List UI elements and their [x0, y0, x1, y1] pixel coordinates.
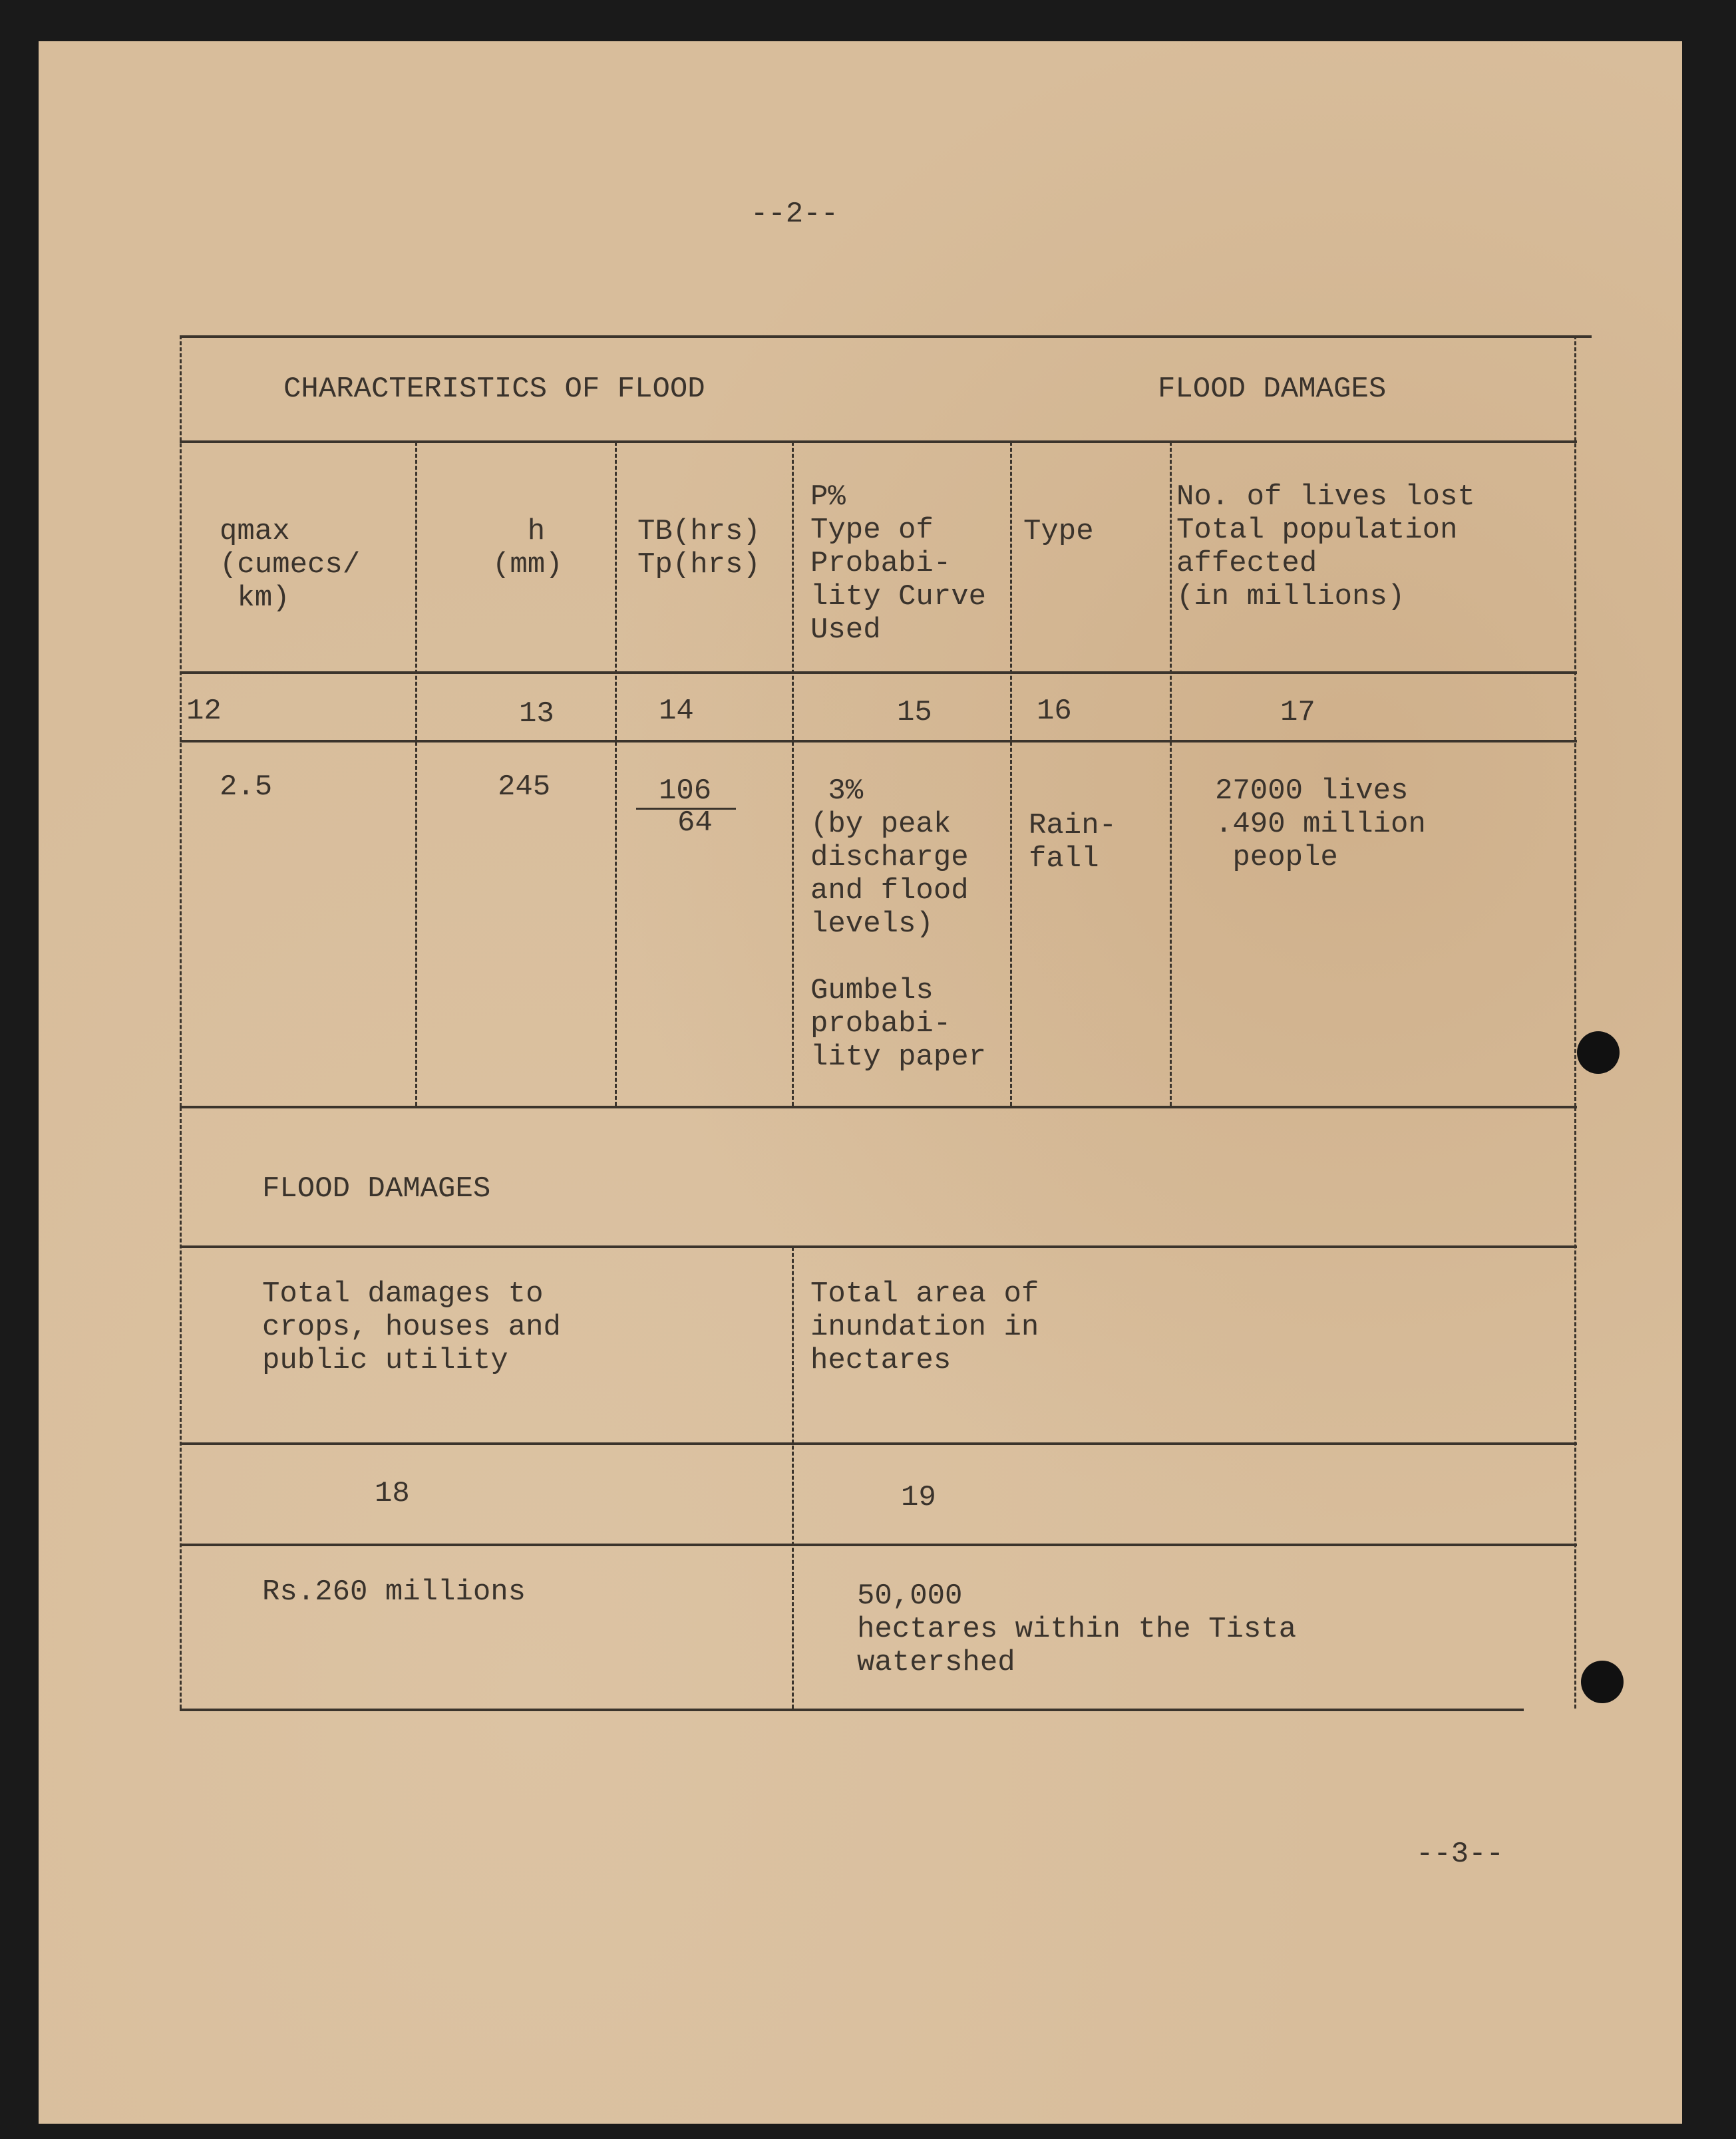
table1-col-divider	[415, 442, 417, 1106]
table1-header-divider	[180, 440, 1577, 443]
header-tb-tp: TB(hrs) Tp(hrs)	[637, 515, 761, 581]
value-type: Rain- fall	[1029, 809, 1117, 876]
table1-bottom-border	[180, 1106, 1577, 1108]
header-inundation-area: Total area of inundation in hectares	[810, 1277, 1039, 1377]
table2-left-border	[180, 1107, 182, 1709]
col-number-17: 17	[1280, 696, 1315, 729]
value-tb: 106	[659, 774, 712, 808]
header-lives-lost: No. of lives lost Total population affected (in millions)	[1176, 480, 1475, 613]
header-total-damages: Total damages to crops, houses and public utility	[262, 1277, 561, 1377]
table1-col-divider	[1170, 442, 1172, 1106]
section-title-flood-damages-2: FLOOD DAMAGES	[262, 1172, 491, 1206]
table2-header-divider	[180, 1245, 1577, 1248]
col-number-12: 12	[186, 695, 222, 728]
table1-col-divider	[615, 442, 617, 1106]
table1-number-divider	[180, 740, 1577, 742]
table1-col-divider	[792, 442, 794, 1106]
value-total-damages: Rs.260 millions	[262, 1575, 526, 1609]
col-number-14: 14	[659, 695, 694, 728]
col-number-13: 13	[519, 697, 554, 731]
col-number-19: 19	[901, 1481, 936, 1514]
table2-right-border	[1574, 1107, 1576, 1709]
header-qmax: qmax (cumecs/ km)	[220, 515, 361, 615]
section-title-flood-damages: FLOOD DAMAGES	[1158, 373, 1387, 406]
value-lives-lost: 27000 lives .490 million people	[1215, 774, 1426, 874]
value-h: 245	[498, 770, 551, 804]
section-title-characteristics: CHARACTERISTICS OF FLOOD	[283, 373, 705, 406]
next-page-marker: --3--	[1416, 1838, 1504, 1871]
punch-hole	[1577, 1031, 1620, 1074]
document-page	[39, 41, 1682, 2124]
value-probability: 3% (by peak discharge and flood levels) Gumbels probabi- lity paper	[810, 774, 987, 1074]
col-number-16: 16	[1037, 695, 1072, 728]
table2-bottom-border	[180, 1709, 1524, 1711]
col-number-15: 15	[897, 696, 932, 729]
table2-col-divider	[792, 1247, 794, 1709]
header-h: h (mm)	[492, 515, 563, 581]
header-type: Type	[1023, 515, 1094, 548]
table1-col-divider	[1010, 442, 1012, 1106]
table2-column-divider	[180, 1442, 1577, 1445]
table1-left-border	[180, 335, 182, 1107]
col-number-18: 18	[375, 1477, 410, 1510]
header-probability: P% Type of Probabi- lity Curve Used	[810, 480, 987, 647]
table2-number-divider	[180, 1544, 1577, 1546]
punch-hole	[1581, 1661, 1624, 1703]
table1-top-border	[180, 335, 1592, 338]
value-tp: 64	[677, 806, 713, 840]
page-number: --2--	[751, 198, 839, 231]
value-qmax: 2.5	[220, 770, 273, 804]
table1-right-border	[1574, 335, 1576, 1107]
value-inundation-area: 50,000 hectares within the Tista watershed	[857, 1579, 1297, 1679]
table1-column-divider	[180, 671, 1577, 674]
